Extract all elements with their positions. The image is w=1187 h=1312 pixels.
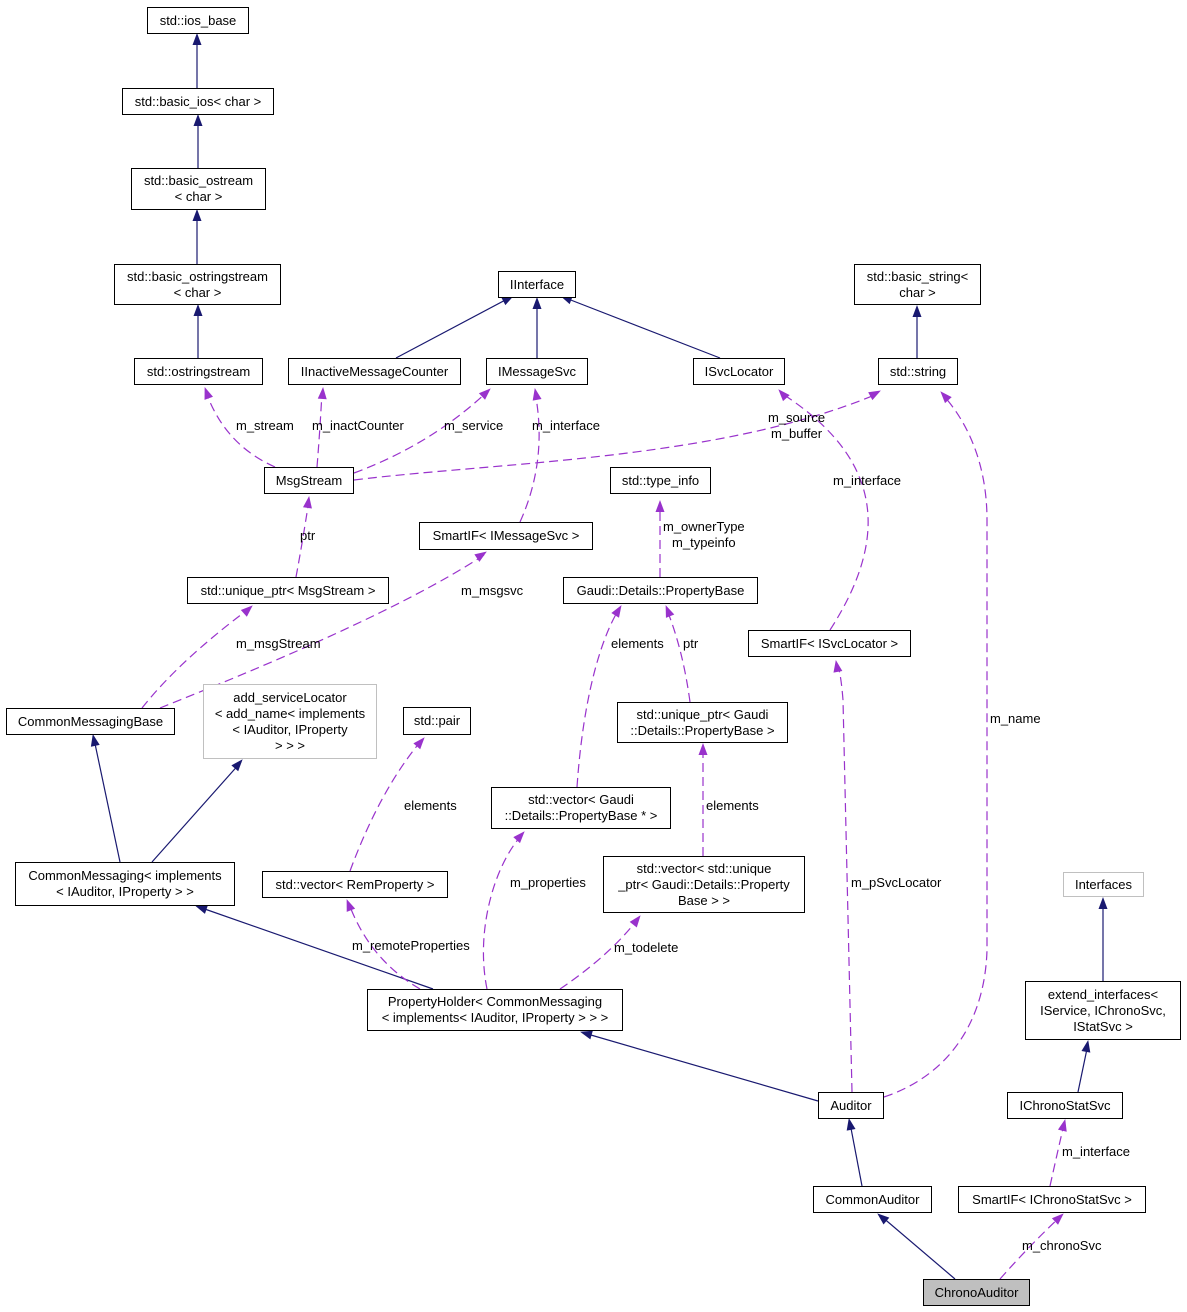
class-node-property_holder[interactable] (367, 989, 623, 1031)
inheritance-edge-isvclocator-to-iinterface (563, 297, 720, 358)
edge-label-m_remoteProperties (352, 938, 470, 954)
class-node-label: CommonMessaging< implements (28, 868, 222, 883)
inheritance-edge-commonauditor-to-auditor (850, 1123, 862, 1186)
class-node-common_auditor[interactable] (813, 1186, 932, 1213)
edge-label-line: m_interface (1062, 1144, 1130, 1159)
class-node-extend_interfaces[interactable] (1025, 981, 1181, 1040)
arrowhead-icon (1081, 1039, 1092, 1052)
class-node-isvclocator[interactable] (693, 358, 785, 385)
arrowhead-icon (699, 743, 708, 755)
class-node-common_messaging[interactable] (15, 862, 235, 906)
class-node-label: Base > > (677, 892, 731, 908)
edge-label-ptr_msgstream (300, 528, 315, 544)
arrowhead-icon (193, 33, 202, 45)
class-node-string[interactable] (878, 358, 958, 385)
class-node-label: _ptr< Gaudi::Details::Property (618, 876, 790, 892)
edge-label-elements_uniqueptr (706, 798, 759, 814)
edge-label-line: elements (706, 798, 759, 813)
class-node-label: IInactiveMessageCounter (300, 363, 449, 379)
class-node-label: MsgStream (275, 472, 343, 488)
arrowhead-icon (533, 297, 542, 309)
usage-edge-uniqueptr_propertybase-to-propertybase (667, 610, 690, 702)
class-node-unique_ptr_msgstream[interactable] (187, 577, 389, 604)
edge-label-elements_propertybase (611, 636, 664, 652)
class-node-label: IMessageSvc (497, 363, 577, 379)
class-node-label: std::pair (413, 713, 461, 728)
arrowhead-icon (303, 495, 314, 508)
arrowhead-icon (318, 387, 328, 400)
edge-label-line: m_interface (833, 473, 901, 488)
class-node-label: < add_name< implements (214, 705, 366, 721)
arrowhead-icon (241, 602, 256, 617)
class-node-label: Interfaces (1074, 876, 1133, 892)
edge-label-m_interface_chrono (1062, 1144, 1130, 1160)
class-node-vector_unique_ptr[interactable] (603, 856, 805, 913)
class-node-label: std::ostringstream (146, 363, 251, 379)
class-node-label: std::basic_ostream (143, 173, 254, 188)
edge-label-line: m_name (990, 711, 1041, 726)
edge-label-m_inactCounter (312, 418, 404, 434)
arrowhead-icon (342, 897, 355, 911)
class-node-smartif_isvclocator[interactable] (748, 630, 911, 657)
edge-label-line: m_source (768, 410, 826, 425)
edge-label-ptr_propertybase (683, 636, 698, 652)
class-node-iinactive_message_counter[interactable] (288, 358, 461, 385)
class-node-label: std::unique_ptr< MsgStream > (200, 582, 376, 598)
arrowhead-icon (530, 387, 541, 400)
class-node-label: PropertyHolder< CommonMessaging (387, 994, 603, 1009)
class-node-basic_ostream[interactable] (131, 168, 266, 210)
arrowhead-icon (937, 388, 952, 403)
edge-label-line: m_remoteProperties (352, 938, 470, 953)
class-node-label: add_serviceLocator (233, 689, 347, 705)
arrowhead-icon (844, 1117, 855, 1130)
class-node-label: SmartIF< ISvcLocator > (760, 635, 899, 651)
class-node-label: std::vector< RemProperty > (275, 876, 435, 892)
class-node-imessagesvc[interactable] (486, 358, 588, 385)
class-node-smartif_ichronostatsvc[interactable] (958, 1186, 1146, 1213)
arrowhead-icon (661, 603, 674, 617)
class-node-unique_ptr_propertybase[interactable] (617, 702, 788, 743)
edge-label-line: m_typeinfo (672, 535, 736, 550)
edge-label-m_ownerType_m_typeinfo (663, 519, 745, 551)
edge-label-m_source_m_buffer (768, 410, 825, 442)
class-node-vector_propertybase_ptr[interactable] (491, 787, 671, 829)
class-node-label: std::basic_ostringstream (127, 268, 268, 284)
class-node-label: Gaudi::Details::PropertyBase (576, 582, 745, 598)
arrowhead-icon (611, 603, 625, 618)
class-node-label: std::vector< std::unique (636, 860, 772, 876)
class-node-label: std::vector< Gaudi (528, 792, 634, 807)
arrowhead-icon (1099, 897, 1108, 909)
class-node-label: < IAuditor, IProperty (232, 721, 348, 737)
class-node-label: < char > (174, 189, 223, 204)
class-node-basic_ios[interactable] (122, 88, 274, 115)
edge-label-line: ptr (683, 636, 699, 651)
edge-label-m_name (990, 711, 1041, 727)
arrowhead-icon (1058, 1118, 1070, 1132)
edge-label-m_chronoSvc (1022, 1238, 1101, 1254)
class-node-label: IInterface (509, 276, 565, 292)
arrowhead-icon (868, 387, 883, 401)
class-node-label: IStatSvc > (1073, 1018, 1133, 1034)
edge-label-line: m_msgStream (236, 636, 321, 651)
arrowhead-icon (913, 305, 922, 317)
class-node-label: std::unique_ptr< Gaudi (636, 706, 769, 722)
class-node-vector_remproperty[interactable] (262, 871, 448, 898)
arrowhead-icon (775, 386, 790, 401)
usage-edge-propertyholder-to-vector_propertybase_ptr (483, 836, 521, 989)
class-node-property_base[interactable] (563, 577, 758, 604)
class-node-pair[interactable] (403, 707, 471, 735)
edge-label-elements_pair (404, 798, 457, 814)
usage-edge-auditor-to-smartif_isvclocator (838, 666, 852, 1092)
arrowhead-icon (630, 912, 644, 927)
class-node-label: < implements< IAuditor, IProperty > > > (381, 1010, 609, 1025)
inheritance-edge-commonmessaging-to-commonmessagingbase (94, 739, 120, 862)
edge-label-line: m_ownerType (663, 519, 745, 534)
class-node-label: std::ios_base (159, 12, 237, 28)
class-node-label: ChronoAuditor (934, 1284, 1019, 1300)
arrowhead-icon (200, 386, 213, 400)
arrowhead-icon (194, 114, 203, 126)
class-node-smartif_imessagesvc[interactable] (419, 522, 593, 550)
class-node-interfaces (1063, 872, 1144, 897)
edge-label-line: elements (611, 636, 664, 651)
class-node-add_servicelocator (203, 684, 377, 759)
edge-label-line: m_buffer (771, 426, 823, 441)
class-node-label: SmartIF< IChronoStatSvc > (972, 1191, 1132, 1207)
inheritance-edge-iinactivemessagecounter-to-iinterface (396, 297, 511, 358)
class-node-label: char > (899, 284, 936, 300)
class-node-label: ::Details::PropertyBase * > (504, 808, 658, 823)
class-node-label: CommonMessagingBase (17, 713, 164, 729)
class-node-chrono_auditor (923, 1279, 1030, 1306)
class-node-label: SmartIF< IMessageSvc > (432, 528, 580, 543)
class-node-label: IService, IChronoSvc, (1040, 1002, 1166, 1018)
edge-label-m_service (444, 418, 503, 434)
arrowhead-icon (656, 500, 665, 512)
usage-edge-smartif_imessagesvc-to-imessagesvc (520, 392, 539, 522)
class-node-label: ::Details::PropertyBase > (630, 722, 775, 738)
edge-label-line: m_interface (532, 418, 600, 433)
class-node-ios_base[interactable] (147, 7, 249, 34)
class-node-label: extend_interfaces< (1047, 986, 1159, 1002)
edge-label-line: m_todelete (614, 940, 679, 955)
class-node-basic_ostringstream[interactable] (114, 264, 281, 305)
edge-label-line: m_inactCounter (312, 418, 404, 433)
class-node-type_info[interactable] (610, 467, 711, 494)
class-node-label: ISvcLocator (704, 363, 774, 379)
edge-label-m_interface_svclocator (833, 473, 901, 489)
class-node-basic_string[interactable] (854, 264, 981, 305)
edge-label-line: elements (404, 798, 457, 813)
class-node-label: > > > (275, 737, 305, 753)
class-node-msgstream[interactable] (264, 467, 354, 494)
edge-label-line: m_pSvcLocator (851, 875, 942, 890)
arrowhead-icon (831, 659, 842, 672)
edge-label-line: m_service (444, 418, 504, 433)
class-node-label: std::basic_string< (866, 268, 969, 284)
edge-label-m_interface_msgsvc (532, 418, 600, 434)
class-node-label: IChronoStatSvc (1019, 1097, 1111, 1113)
arrowhead-icon (193, 209, 202, 221)
arrowhead-icon (88, 733, 99, 747)
class-node-label: CommonAuditor (825, 1191, 920, 1207)
class-node-common_messaging_base[interactable] (6, 708, 175, 735)
class-node-ichronostatsvc[interactable] (1007, 1092, 1123, 1119)
class-node-iinterface[interactable] (498, 271, 576, 298)
class-node-label: std::string (889, 363, 947, 379)
class-node-label: < char > (173, 284, 222, 300)
arrowhead-icon (194, 304, 203, 316)
edge-label-line: ptr (300, 528, 316, 543)
class-node-label: std::type_info (621, 472, 700, 488)
edge-label-m_properties (510, 875, 586, 891)
edge-label-m_stream (236, 418, 294, 434)
class-node-auditor[interactable] (818, 1092, 884, 1119)
edge-label-line: m_msgsvc (461, 583, 524, 598)
inheritance-edge-auditor-to-propertyholder (584, 1033, 818, 1101)
arrowhead-icon (513, 828, 528, 843)
edge-label-m_pSvcLocator (851, 875, 941, 891)
class-node-label: std::basic_ios< char > (134, 93, 262, 109)
edge-label-m_msgStream (236, 636, 321, 652)
inheritance-edge-commonmessaging-to-add_servicelocator (152, 762, 241, 862)
edge-label-m_todelete (614, 940, 678, 956)
inheritance-edge-chronoauditor-to-commonauditor (881, 1216, 955, 1279)
usage-edge-auditor-to-string (884, 396, 987, 1097)
edge-label-line: m_stream (236, 418, 294, 433)
edge-label-m_msgsvc (461, 583, 523, 599)
class-node-label: Auditor (830, 1097, 872, 1113)
class-node-label: < IAuditor, IProperty > > (56, 884, 194, 899)
class-node-ostringstream[interactable] (134, 358, 263, 385)
edge-label-line: m_properties (510, 875, 586, 890)
edge-label-line: m_chronoSvc (1022, 1238, 1102, 1253)
